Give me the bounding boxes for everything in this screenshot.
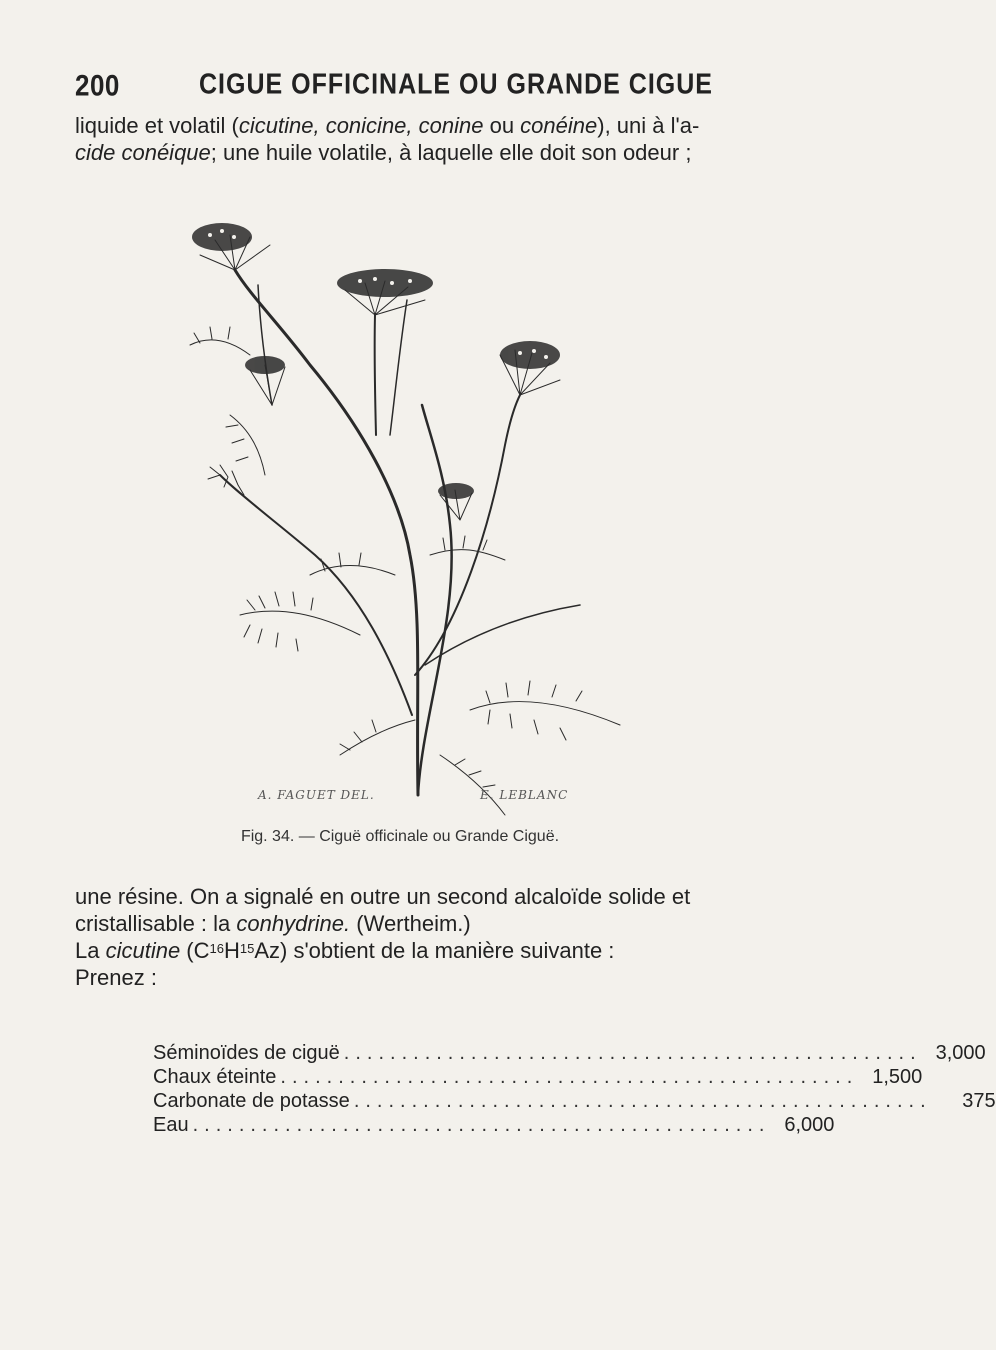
page-header <box>75 68 775 104</box>
illustrator-credit: A. FAGUET DEL. <box>258 788 375 802</box>
text-run: H <box>223 938 240 963</box>
leader-dots: .................................................. <box>343 1042 922 1064</box>
ingredient-label: Carbonate de potasse <box>153 1090 350 1112</box>
ingredient-label: Eau <box>153 1114 189 1136</box>
recipe-row <box>153 1089 996 1113</box>
ingredient-label: Séminoïdes de ciguë <box>153 1042 340 1064</box>
superscript: 15 <box>239 941 255 956</box>
ingredient-label: Chaux éteinte <box>153 1066 277 1088</box>
ingredient-quantity: 1,500 <box>872 1066 923 1088</box>
page-number: 200 <box>75 68 120 103</box>
text-line: Prenez : <box>75 965 157 990</box>
text-run: liquide et volatil ( <box>75 113 239 138</box>
leader-dots: .................................................. <box>353 1090 932 1112</box>
recipe-row <box>153 1065 923 1089</box>
text-line: une résine. On a signalé en outre un second alcaloïde solide et <box>75 884 691 909</box>
recipe-row <box>153 1041 986 1065</box>
text-run: (Wertheim.) <box>350 911 471 936</box>
leader-dots: .................................................. <box>280 1066 859 1088</box>
text-run: La <box>75 938 106 963</box>
italic-run: cide conéique <box>75 140 211 165</box>
italic-run: cicutine <box>105 938 181 963</box>
ingredient-quantity: 3,000 <box>935 1042 986 1064</box>
ingredient-quantity: 6,000 <box>784 1114 835 1136</box>
recipe-row <box>153 1113 835 1137</box>
text-run: ; une huile volatile, à laquelle elle doit son odeur ; <box>210 140 692 165</box>
hemlock-illustration <box>160 195 650 815</box>
text-run: cristallisable : la <box>75 911 237 936</box>
paragraph-top <box>75 112 770 166</box>
text-run: Az) s'obtient de la manière suivante : <box>254 938 615 963</box>
recipe-list <box>153 1041 996 1137</box>
text-run: ou <box>483 113 521 138</box>
hemlock-plant-drawing <box>160 195 650 815</box>
leader-dots: .................................................. <box>192 1114 771 1136</box>
ingredient-quantity: 375 <box>962 1090 996 1112</box>
italic-run: cicutine, conicine, conine <box>238 113 484 138</box>
italic-run: conhydrine. <box>236 911 351 936</box>
running-head: CIGUE OFFICINALE OU GRANDE CIGUE <box>199 68 713 101</box>
italic-run: conéine <box>520 113 598 138</box>
paragraph-bottom <box>75 883 770 991</box>
text-run: ), uni à l'a- <box>597 113 700 138</box>
figure-caption: Fig. 34. — Ciguë officinale ou Grande Ciguë. <box>240 828 560 845</box>
text-run: (C <box>180 938 210 963</box>
engraver-credit: E. LEBLANC <box>480 788 569 802</box>
superscript: 16 <box>209 941 224 956</box>
